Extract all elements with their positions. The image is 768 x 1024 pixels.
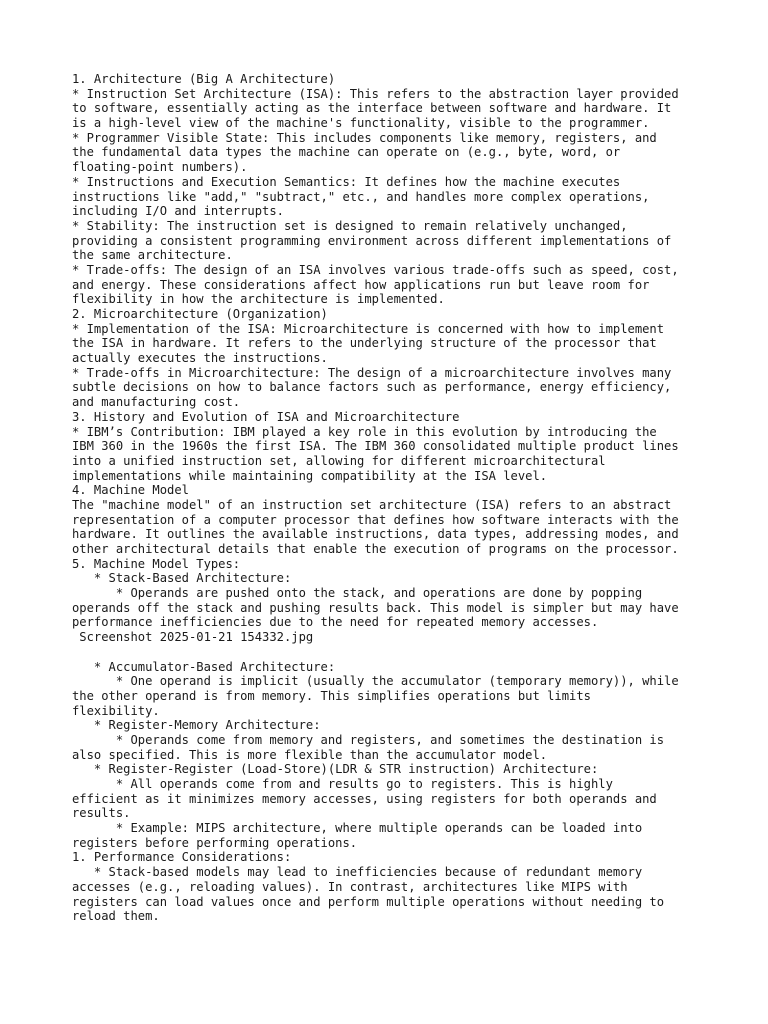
text-line: Screenshot 2025-01-21 154332.jpg	[72, 630, 314, 645]
text-line: is a high-level view of the machine's functionality, visible to the programmer.	[72, 116, 650, 131]
text-line: floating-point numbers).	[72, 160, 248, 175]
text-line: * Accumulator-Based Architecture:	[72, 659, 336, 674]
text-line: the ISA in hardware. It refers to the underlying structure of the processor that	[72, 336, 657, 351]
text-line: the other operand is from memory. This simplifies operations but limits	[72, 688, 591, 703]
text-line: subtle decisions on how to balance factors such as performance, energy efficiency,	[72, 380, 672, 395]
text-line: the same architecture.	[72, 248, 233, 263]
text-line: The "machine model" of an instruction set architecture (ISA) refers to an abstract	[72, 497, 672, 512]
text-line: * Implementation of the ISA: Microarchitecture is concerned with how to implement	[72, 321, 665, 336]
text-line: * Trade-offs: The design of an ISA involves various trade-offs such as speed, cost,	[72, 262, 679, 277]
text-line: * Stack-based models may lead to inefficiencies because of redundant memory	[72, 865, 643, 880]
text-line: efficient as it minimizes memory accesses, using registers for both operands and	[72, 791, 657, 806]
text-line: * Operands come from memory and registers, and sometimes the destination is	[72, 732, 665, 747]
text-line: * Example: MIPS architecture, where multiple operands can be loaded into	[72, 821, 643, 836]
text-line: * IBM’s Contribution: IBM played a key role in this evolution by introducing the	[72, 424, 657, 439]
text-line: the fundamental data types the machine can operate on (e.g., byte, word, or	[72, 145, 621, 160]
text-line: * All operands come from and results go to registers. This is highly	[72, 777, 613, 791]
text-line: performance inefficiencies due to the need for repeated memory accesses.	[72, 615, 599, 630]
text-line: actually executes the instructions.	[72, 351, 328, 366]
text-line: * Operands are pushed onto the stack, and operations are done by popping	[72, 586, 643, 601]
text-line: including I/O and interrupts.	[72, 204, 284, 219]
text-line: 1. Architecture (Big A Architecture)	[72, 72, 336, 86]
text-line: accesses (e.g., reloading values). In contrast, architectures like MIPS with	[72, 879, 628, 894]
text-line: 1. Performance Considerations:	[72, 850, 292, 865]
text-line: implementations while maintaining compatibility at the ISA level.	[72, 468, 548, 483]
text-line: 4. Machine Model	[72, 483, 189, 498]
text-line: flexibility in how the architecture is implemented.	[72, 292, 445, 307]
text-line: providing a consistent programming environment across different implementations of	[72, 233, 672, 248]
text-line: representation of a computer processor that defines how software interacts with the	[72, 512, 679, 527]
text-line: * Register-Register (Load-Store)(LDR & STR instruction) Architecture:	[72, 762, 599, 777]
text-line: 5. Machine Model Types:	[72, 556, 241, 571]
text-line: operands off the stack and pushing results back. This model is simpler but may have	[72, 600, 679, 615]
text-line: and energy. These considerations affect how applications run but leave room for	[72, 277, 650, 292]
text-line: hardware. It outlines the available instructions, data types, addressing modes, and	[72, 527, 679, 542]
text-line: instructions like "add," "subtract," etc., and handles more complex operations,	[72, 189, 650, 204]
text-line	[72, 645, 712, 660]
text-line: to software, essentially acting as the interface between software and hardware. It	[72, 101, 672, 116]
text-line: * Programmer Visible State: This includes components like memory, registers, and	[72, 130, 657, 145]
text-line: * One operand is implicit (usually the accumulator (temporary memory)), while	[72, 674, 679, 689]
text-line: IBM 360 in the 1960s the first ISA. The IBM 360 consolidated multiple product lines	[72, 439, 679, 454]
document-page	[72, 72, 712, 924]
text-line: * Stability: The instruction set is designed to remain relatively unchanged,	[72, 218, 628, 233]
text-line: * Instructions and Execution Semantics: It defines how the machine executes	[72, 174, 621, 189]
text-line: and manufacturing cost.	[72, 395, 241, 410]
text-line: results.	[72, 806, 131, 821]
text-line: registers can load values once and perform multiple operations without needing to	[72, 894, 665, 909]
text-line: * Stack-Based Architecture:	[72, 571, 292, 586]
text-line: flexibility.	[72, 703, 160, 718]
text-line: 2. Microarchitecture (Organization)	[72, 307, 328, 321]
text-line: * Trade-offs in Microarchitecture: The design of a microarchitecture involves many	[72, 365, 672, 380]
text-line: 3. History and Evolution of ISA and Microarchitecture	[72, 409, 460, 424]
text-line: * Register-Memory Architecture:	[72, 718, 321, 733]
text-line: registers before performing operations.	[72, 835, 358, 850]
text-line: other architectural details that enable the execution of programs on the processor.	[72, 542, 679, 556]
text-line: into a unified instruction set, allowing for different microarchitectural	[72, 453, 606, 468]
text-line: reload them.	[72, 909, 160, 924]
text-line: * Instruction Set Architecture (ISA): This refers to the abstraction layer provided	[72, 86, 679, 101]
text-line: also specified. This is more flexible than the accumulator model.	[72, 747, 548, 762]
